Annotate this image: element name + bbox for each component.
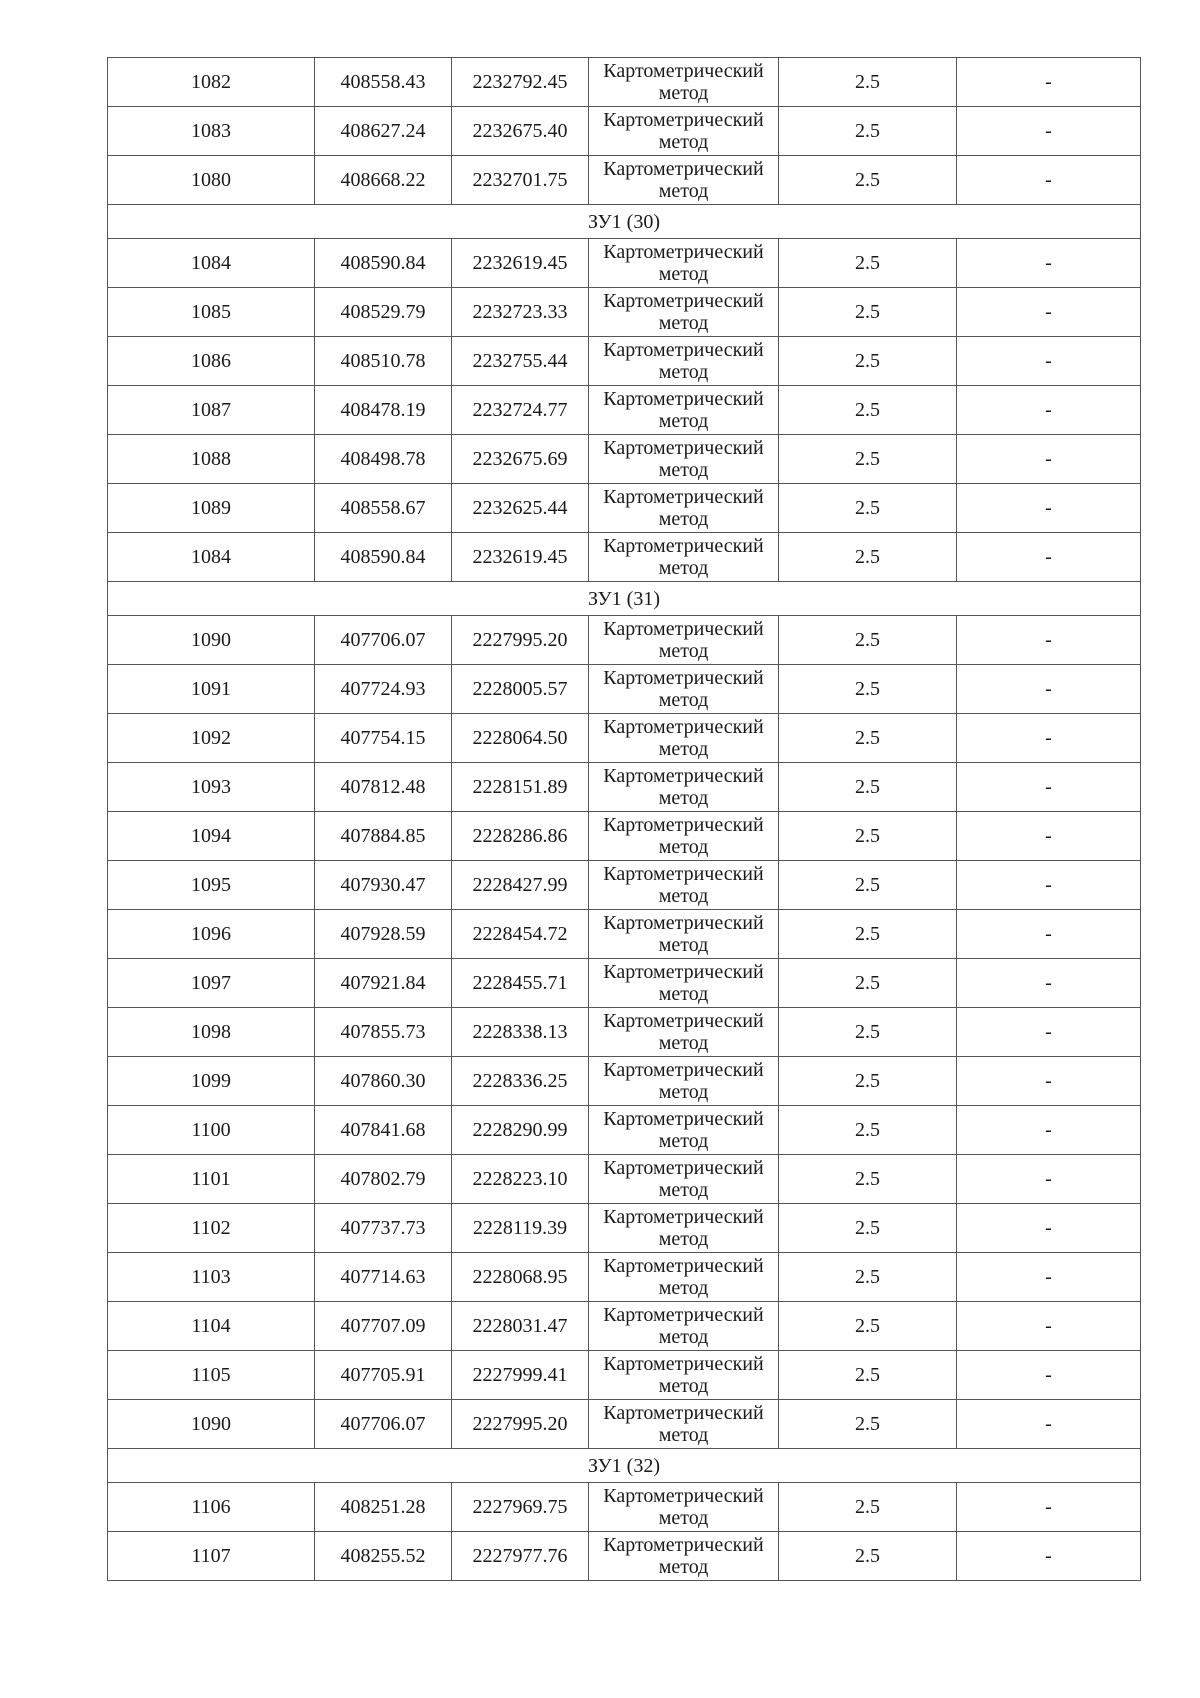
y-coordinate-cell: 2227969.75 bbox=[452, 1483, 589, 1532]
method-line-1: Картометрический bbox=[603, 618, 764, 640]
method-cell bbox=[589, 1483, 779, 1532]
method-line-2: метод bbox=[658, 557, 709, 579]
point-id-cell: 1091 bbox=[108, 665, 315, 714]
x-coordinate-cell: 407754.15 bbox=[315, 714, 452, 763]
table-row bbox=[108, 910, 1141, 959]
method-cell bbox=[589, 959, 779, 1008]
table-row bbox=[108, 1155, 1141, 1204]
accuracy-cell: 2.5 bbox=[779, 156, 957, 205]
method-line-2: метод bbox=[658, 836, 709, 858]
accuracy-cell: 2.5 bbox=[779, 959, 957, 1008]
method-line-1: Картометрический bbox=[603, 339, 764, 361]
document-page bbox=[107, 57, 1140, 1581]
accuracy-cell: 2.5 bbox=[779, 386, 957, 435]
accuracy-cell: 2.5 bbox=[779, 239, 957, 288]
method-line-1: Картометрический bbox=[603, 1206, 764, 1228]
method-line-1: Картометрический bbox=[603, 961, 764, 983]
point-id-cell: 1090 bbox=[108, 616, 315, 665]
x-coordinate-cell: 407928.59 bbox=[315, 910, 452, 959]
section-header-row bbox=[108, 1449, 1141, 1483]
x-coordinate-cell: 407812.48 bbox=[315, 763, 452, 812]
method-line-2: метод bbox=[658, 1424, 709, 1446]
y-coordinate-cell: 2232755.44 bbox=[452, 337, 589, 386]
section-title: ЗУ1 (30) bbox=[108, 205, 1141, 239]
x-coordinate-cell: 407714.63 bbox=[315, 1253, 452, 1302]
point-id-cell: 1083 bbox=[108, 107, 315, 156]
method-line-1: Картометрический bbox=[603, 716, 764, 738]
method-cell bbox=[589, 714, 779, 763]
note-cell: - bbox=[957, 288, 1141, 337]
section-title: ЗУ1 (31) bbox=[108, 582, 1141, 616]
method-line-2: метод bbox=[658, 1228, 709, 1250]
method-cell bbox=[589, 1302, 779, 1351]
note-cell: - bbox=[957, 239, 1141, 288]
y-coordinate-cell: 2228336.25 bbox=[452, 1057, 589, 1106]
y-coordinate-cell: 2232701.75 bbox=[452, 156, 589, 205]
accuracy-cell: 2.5 bbox=[779, 107, 957, 156]
y-coordinate-cell: 2228064.50 bbox=[452, 714, 589, 763]
note-cell: - bbox=[957, 337, 1141, 386]
table-row bbox=[108, 1351, 1141, 1400]
method-cell bbox=[589, 337, 779, 386]
y-coordinate-cell: 2227995.20 bbox=[452, 616, 589, 665]
point-id-cell: 1093 bbox=[108, 763, 315, 812]
table-row bbox=[108, 812, 1141, 861]
x-coordinate-cell: 407930.47 bbox=[315, 861, 452, 910]
coordinates-table bbox=[107, 57, 1141, 1581]
method-line-2: метод bbox=[658, 312, 709, 334]
x-coordinate-cell: 407802.79 bbox=[315, 1155, 452, 1204]
method-line-2: метод bbox=[658, 459, 709, 481]
note-cell: - bbox=[957, 910, 1141, 959]
method-line-2: метод bbox=[658, 640, 709, 662]
point-id-cell: 1088 bbox=[108, 435, 315, 484]
table-row bbox=[108, 1008, 1141, 1057]
y-coordinate-cell: 2232625.44 bbox=[452, 484, 589, 533]
point-id-cell: 1087 bbox=[108, 386, 315, 435]
method-line-1: Картометрический bbox=[603, 1534, 764, 1556]
table-row bbox=[108, 1532, 1141, 1581]
accuracy-cell: 2.5 bbox=[779, 1532, 957, 1581]
x-coordinate-cell: 407705.91 bbox=[315, 1351, 452, 1400]
method-line-2: метод bbox=[658, 1326, 709, 1348]
method-line-2: метод bbox=[658, 361, 709, 383]
note-cell: - bbox=[957, 435, 1141, 484]
point-id-cell: 1085 bbox=[108, 288, 315, 337]
note-cell: - bbox=[957, 386, 1141, 435]
method-line-1: Картометрический bbox=[603, 109, 764, 131]
note-cell: - bbox=[957, 1057, 1141, 1106]
table-row bbox=[108, 435, 1141, 484]
y-coordinate-cell: 2232724.77 bbox=[452, 386, 589, 435]
point-id-cell: 1103 bbox=[108, 1253, 315, 1302]
accuracy-cell: 2.5 bbox=[779, 435, 957, 484]
accuracy-cell: 2.5 bbox=[779, 1008, 957, 1057]
method-line-1: Картометрический bbox=[603, 912, 764, 934]
note-cell: - bbox=[957, 107, 1141, 156]
x-coordinate-cell: 408558.67 bbox=[315, 484, 452, 533]
point-id-cell: 1092 bbox=[108, 714, 315, 763]
note-cell: - bbox=[957, 156, 1141, 205]
method-line-1: Картометрический bbox=[603, 1304, 764, 1326]
point-id-cell: 1094 bbox=[108, 812, 315, 861]
section-header-row bbox=[108, 205, 1141, 239]
accuracy-cell: 2.5 bbox=[779, 1057, 957, 1106]
accuracy-cell: 2.5 bbox=[779, 1155, 957, 1204]
point-id-cell: 1100 bbox=[108, 1106, 315, 1155]
point-id-cell: 1105 bbox=[108, 1351, 315, 1400]
y-coordinate-cell: 2232723.33 bbox=[452, 288, 589, 337]
method-cell bbox=[589, 1106, 779, 1155]
method-line-2: метод bbox=[658, 787, 709, 809]
method-line-1: Картометрический bbox=[603, 667, 764, 689]
method-line-1: Картометрический bbox=[603, 1353, 764, 1375]
x-coordinate-cell: 408668.22 bbox=[315, 156, 452, 205]
method-line-2: метод bbox=[658, 1032, 709, 1054]
method-cell bbox=[589, 861, 779, 910]
method-line-2: метод bbox=[658, 1375, 709, 1397]
x-coordinate-cell: 407737.73 bbox=[315, 1204, 452, 1253]
table-row bbox=[108, 1106, 1141, 1155]
method-line-1: Картометрический bbox=[603, 1010, 764, 1032]
table-row bbox=[108, 239, 1141, 288]
method-line-1: Картометрический bbox=[603, 1059, 764, 1081]
x-coordinate-cell: 407707.09 bbox=[315, 1302, 452, 1351]
x-coordinate-cell: 407724.93 bbox=[315, 665, 452, 714]
method-cell bbox=[589, 435, 779, 484]
point-id-cell: 1095 bbox=[108, 861, 315, 910]
method-line-2: метод bbox=[658, 1556, 709, 1578]
y-coordinate-cell: 2227999.41 bbox=[452, 1351, 589, 1400]
method-cell bbox=[589, 107, 779, 156]
accuracy-cell: 2.5 bbox=[779, 288, 957, 337]
y-coordinate-cell: 2228338.13 bbox=[452, 1008, 589, 1057]
note-cell: - bbox=[957, 1302, 1141, 1351]
x-coordinate-cell: 408255.52 bbox=[315, 1532, 452, 1581]
table-row bbox=[108, 533, 1141, 582]
accuracy-cell: 2.5 bbox=[779, 910, 957, 959]
x-coordinate-cell: 407706.07 bbox=[315, 1400, 452, 1449]
method-cell bbox=[589, 386, 779, 435]
method-line-2: метод bbox=[658, 689, 709, 711]
y-coordinate-cell: 2228290.99 bbox=[452, 1106, 589, 1155]
x-coordinate-cell: 407884.85 bbox=[315, 812, 452, 861]
accuracy-cell: 2.5 bbox=[779, 1302, 957, 1351]
note-cell: - bbox=[957, 714, 1141, 763]
x-coordinate-cell: 408510.78 bbox=[315, 337, 452, 386]
accuracy-cell: 2.5 bbox=[779, 337, 957, 386]
point-id-cell: 1096 bbox=[108, 910, 315, 959]
point-id-cell: 1080 bbox=[108, 156, 315, 205]
method-cell bbox=[589, 58, 779, 107]
table-row bbox=[108, 1302, 1141, 1351]
method-cell bbox=[589, 1351, 779, 1400]
note-cell: - bbox=[957, 1253, 1141, 1302]
x-coordinate-cell: 408251.28 bbox=[315, 1483, 452, 1532]
note-cell: - bbox=[957, 616, 1141, 665]
accuracy-cell: 2.5 bbox=[779, 763, 957, 812]
method-line-2: метод bbox=[658, 410, 709, 432]
note-cell: - bbox=[957, 533, 1141, 582]
method-line-2: метод bbox=[658, 1179, 709, 1201]
accuracy-cell: 2.5 bbox=[779, 1204, 957, 1253]
method-cell bbox=[589, 1155, 779, 1204]
accuracy-cell: 2.5 bbox=[779, 812, 957, 861]
table-row bbox=[108, 1057, 1141, 1106]
note-cell: - bbox=[957, 1483, 1141, 1532]
method-cell bbox=[589, 1253, 779, 1302]
method-cell bbox=[589, 1400, 779, 1449]
point-id-cell: 1084 bbox=[108, 533, 315, 582]
point-id-cell: 1102 bbox=[108, 1204, 315, 1253]
y-coordinate-cell: 2228151.89 bbox=[452, 763, 589, 812]
table-row bbox=[108, 714, 1141, 763]
y-coordinate-cell: 2228455.71 bbox=[452, 959, 589, 1008]
x-coordinate-cell: 408627.24 bbox=[315, 107, 452, 156]
accuracy-cell: 2.5 bbox=[779, 1253, 957, 1302]
method-line-1: Картометрический bbox=[603, 437, 764, 459]
table-row bbox=[108, 763, 1141, 812]
note-cell: - bbox=[957, 1155, 1141, 1204]
y-coordinate-cell: 2228068.95 bbox=[452, 1253, 589, 1302]
table-row bbox=[108, 107, 1141, 156]
method-line-1: Картометрический bbox=[603, 241, 764, 263]
section-title: ЗУ1 (32) bbox=[108, 1449, 1141, 1483]
point-id-cell: 1098 bbox=[108, 1008, 315, 1057]
table-row bbox=[108, 58, 1141, 107]
point-id-cell: 1084 bbox=[108, 239, 315, 288]
method-line-2: метод bbox=[658, 934, 709, 956]
method-line-2: метод bbox=[658, 738, 709, 760]
y-coordinate-cell: 2227995.20 bbox=[452, 1400, 589, 1449]
point-id-cell: 1090 bbox=[108, 1400, 315, 1449]
method-cell bbox=[589, 812, 779, 861]
point-id-cell: 1089 bbox=[108, 484, 315, 533]
coordinates-table-body bbox=[108, 58, 1141, 1581]
table-row bbox=[108, 156, 1141, 205]
table-row bbox=[108, 337, 1141, 386]
method-cell bbox=[589, 1532, 779, 1581]
note-cell: - bbox=[957, 665, 1141, 714]
note-cell: - bbox=[957, 763, 1141, 812]
method-cell bbox=[589, 763, 779, 812]
note-cell: - bbox=[957, 58, 1141, 107]
accuracy-cell: 2.5 bbox=[779, 861, 957, 910]
table-row bbox=[108, 288, 1141, 337]
method-cell bbox=[589, 484, 779, 533]
note-cell: - bbox=[957, 1532, 1141, 1581]
method-cell bbox=[589, 665, 779, 714]
note-cell: - bbox=[957, 1106, 1141, 1155]
method-line-1: Картометрический bbox=[603, 1402, 764, 1424]
method-cell bbox=[589, 239, 779, 288]
note-cell: - bbox=[957, 1400, 1141, 1449]
method-line-1: Картометрический bbox=[603, 1255, 764, 1277]
method-cell bbox=[589, 1204, 779, 1253]
method-line-2: метод bbox=[658, 983, 709, 1005]
accuracy-cell: 2.5 bbox=[779, 616, 957, 665]
table-row bbox=[108, 1483, 1141, 1532]
method-line-1: Картометрический bbox=[603, 535, 764, 557]
x-coordinate-cell: 407860.30 bbox=[315, 1057, 452, 1106]
method-cell bbox=[589, 288, 779, 337]
method-cell bbox=[589, 910, 779, 959]
note-cell: - bbox=[957, 812, 1141, 861]
accuracy-cell: 2.5 bbox=[779, 1351, 957, 1400]
y-coordinate-cell: 2232619.45 bbox=[452, 533, 589, 582]
table-row bbox=[108, 1400, 1141, 1449]
method-line-2: метод bbox=[658, 1277, 709, 1299]
accuracy-cell: 2.5 bbox=[779, 58, 957, 107]
method-line-2: метод bbox=[658, 82, 709, 104]
point-id-cell: 1107 bbox=[108, 1532, 315, 1581]
method-cell bbox=[589, 1057, 779, 1106]
method-line-1: Картометрический bbox=[603, 290, 764, 312]
table-row bbox=[108, 959, 1141, 1008]
x-coordinate-cell: 408590.84 bbox=[315, 533, 452, 582]
method-line-1: Картометрический bbox=[603, 1485, 764, 1507]
method-cell bbox=[589, 533, 779, 582]
y-coordinate-cell: 2228454.72 bbox=[452, 910, 589, 959]
accuracy-cell: 2.5 bbox=[779, 533, 957, 582]
x-coordinate-cell: 407855.73 bbox=[315, 1008, 452, 1057]
accuracy-cell: 2.5 bbox=[779, 714, 957, 763]
method-line-1: Картометрический bbox=[603, 388, 764, 410]
table-row bbox=[108, 616, 1141, 665]
y-coordinate-cell: 2228427.99 bbox=[452, 861, 589, 910]
x-coordinate-cell: 408590.84 bbox=[315, 239, 452, 288]
point-id-cell: 1086 bbox=[108, 337, 315, 386]
accuracy-cell: 2.5 bbox=[779, 665, 957, 714]
x-coordinate-cell: 408558.43 bbox=[315, 58, 452, 107]
y-coordinate-cell: 2227977.76 bbox=[452, 1532, 589, 1581]
note-cell: - bbox=[957, 1008, 1141, 1057]
x-coordinate-cell: 407841.68 bbox=[315, 1106, 452, 1155]
method-line-2: метод bbox=[658, 885, 709, 907]
method-line-1: Картометрический bbox=[603, 486, 764, 508]
y-coordinate-cell: 2232619.45 bbox=[452, 239, 589, 288]
method-cell bbox=[589, 156, 779, 205]
accuracy-cell: 2.5 bbox=[779, 1400, 957, 1449]
table-row bbox=[108, 1253, 1141, 1302]
accuracy-cell: 2.5 bbox=[779, 1483, 957, 1532]
method-line-2: метод bbox=[658, 131, 709, 153]
method-line-1: Картометрический bbox=[603, 1108, 764, 1130]
method-cell bbox=[589, 1008, 779, 1057]
table-row bbox=[108, 386, 1141, 435]
method-line-1: Картометрический bbox=[603, 60, 764, 82]
method-line-1: Картометрический bbox=[603, 1157, 764, 1179]
x-coordinate-cell: 408478.19 bbox=[315, 386, 452, 435]
note-cell: - bbox=[957, 861, 1141, 910]
table-row bbox=[108, 1204, 1141, 1253]
x-coordinate-cell: 408498.78 bbox=[315, 435, 452, 484]
x-coordinate-cell: 407706.07 bbox=[315, 616, 452, 665]
note-cell: - bbox=[957, 1204, 1141, 1253]
y-coordinate-cell: 2228005.57 bbox=[452, 665, 589, 714]
note-cell: - bbox=[957, 959, 1141, 1008]
method-line-2: метод bbox=[658, 508, 709, 530]
y-coordinate-cell: 2232675.40 bbox=[452, 107, 589, 156]
y-coordinate-cell: 2232675.69 bbox=[452, 435, 589, 484]
method-line-2: метод bbox=[658, 180, 709, 202]
table-row bbox=[108, 861, 1141, 910]
x-coordinate-cell: 408529.79 bbox=[315, 288, 452, 337]
method-line-2: метод bbox=[658, 1507, 709, 1529]
point-id-cell: 1104 bbox=[108, 1302, 315, 1351]
y-coordinate-cell: 2228031.47 bbox=[452, 1302, 589, 1351]
method-line-1: Картометрический bbox=[603, 814, 764, 836]
accuracy-cell: 2.5 bbox=[779, 484, 957, 533]
table-row bbox=[108, 484, 1141, 533]
note-cell: - bbox=[957, 484, 1141, 533]
point-id-cell: 1101 bbox=[108, 1155, 315, 1204]
x-coordinate-cell: 407921.84 bbox=[315, 959, 452, 1008]
y-coordinate-cell: 2232792.45 bbox=[452, 58, 589, 107]
y-coordinate-cell: 2228286.86 bbox=[452, 812, 589, 861]
note-cell: - bbox=[957, 1351, 1141, 1400]
method-cell bbox=[589, 616, 779, 665]
point-id-cell: 1106 bbox=[108, 1483, 315, 1532]
method-line-1: Картометрический bbox=[603, 863, 764, 885]
section-header-row bbox=[108, 582, 1141, 616]
table-row bbox=[108, 665, 1141, 714]
method-line-2: метод bbox=[658, 263, 709, 285]
point-id-cell: 1099 bbox=[108, 1057, 315, 1106]
y-coordinate-cell: 2228223.10 bbox=[452, 1155, 589, 1204]
method-line-2: метод bbox=[658, 1130, 709, 1152]
method-line-1: Картометрический bbox=[603, 765, 764, 787]
point-id-cell: 1082 bbox=[108, 58, 315, 107]
accuracy-cell: 2.5 bbox=[779, 1106, 957, 1155]
method-line-2: метод bbox=[658, 1081, 709, 1103]
method-line-1: Картометрический bbox=[603, 158, 764, 180]
point-id-cell: 1097 bbox=[108, 959, 315, 1008]
y-coordinate-cell: 2228119.39 bbox=[452, 1204, 589, 1253]
